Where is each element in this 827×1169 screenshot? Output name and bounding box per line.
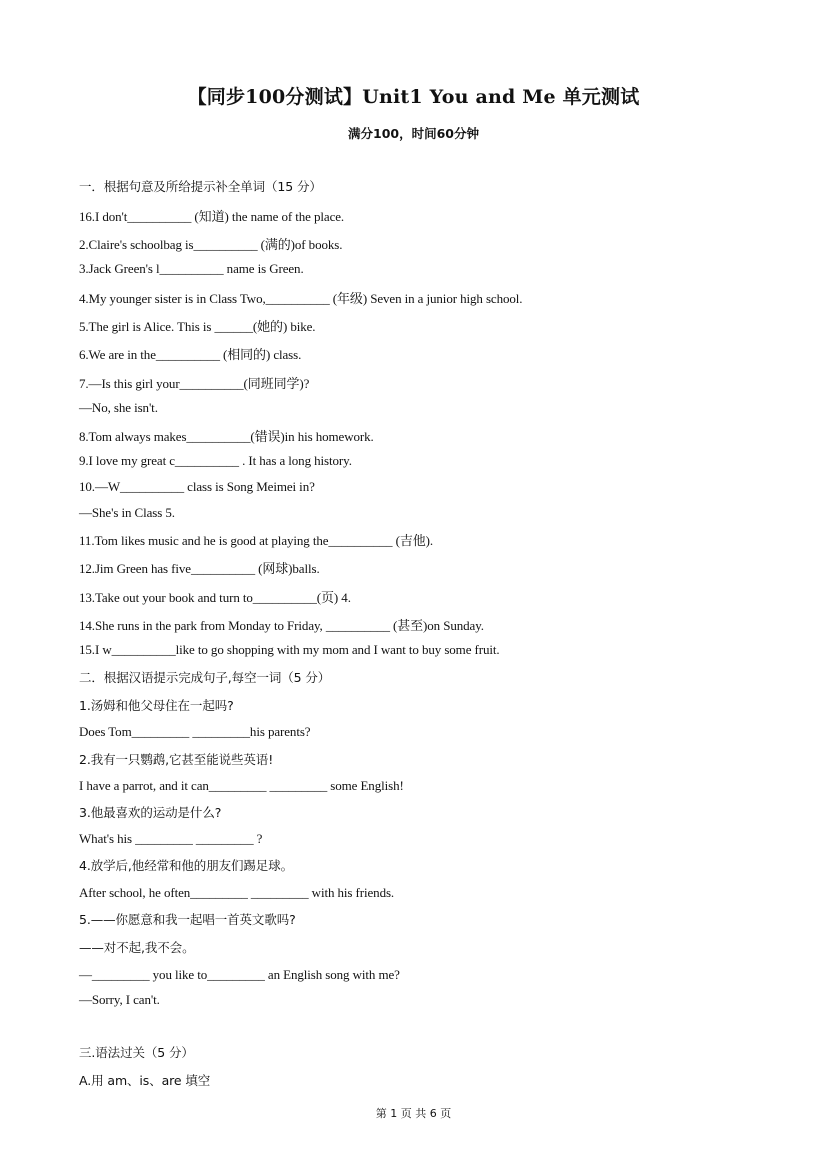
question-13: 13.Take out your book and turn to__________(页) 4. — [79, 590, 351, 605]
question-7-answer: —No, she isn't. — [79, 400, 158, 415]
question-15: 15.I w__________like to go shopping with my mom and I want to buy some fruit. — [79, 642, 500, 657]
section-3-heading: 三.语法过关（5 分） — [79, 1045, 194, 1060]
sentence-4-chinese: 4.放学后,他经常和他的朋友们踢足球。 — [79, 858, 294, 873]
question-14: 14.She runs in the park from Monday to Friday, __________ (甚至)on Sunday. — [79, 618, 484, 633]
sentence-2-english: I have a parrot, and it can_________ _________ some English! — [79, 778, 404, 793]
question-9: 9.I love my great c__________ . It has a long history. — [79, 453, 352, 468]
sentence-4-english: After school, he often_________ _________ with his friends. — [79, 885, 395, 900]
section-2-heading: 二．根据汉语提示完成句子,每空一词（5 分） — [79, 670, 331, 685]
question-4: 4.My younger sister is in Class Two,__________ (年级) Seven in a junior high school. — [79, 291, 523, 306]
page-footer: 第 1 页 共 6 页 — [375, 1107, 452, 1120]
question-7: 7.—Is this girl your__________(同班同学)? — [79, 376, 310, 391]
page-subtitle: 满分100，时间60分钟 — [348, 126, 479, 141]
question-8: 8.Tom always makes__________(错误)in his homework. — [79, 429, 374, 444]
question-10-answer: —She's in Class 5. — [79, 505, 175, 520]
sentence-5-chinese: 5.——你愿意和我一起唱一首英文歌吗? — [79, 912, 296, 927]
sentence-1-chinese: 1.汤姆和他父母住在一起吗? — [79, 698, 234, 713]
section-1-heading: 一．根据句意及所给提示补全单词（15 分） — [79, 179, 322, 194]
question-3: 3.Jack Green's l__________ name is Green. — [79, 261, 304, 276]
sentence-5-chinese-reply: ——对不起,我不会。 — [79, 940, 195, 955]
question-11: 11.Tom likes music and he is good at playing the__________ (吉他). — [79, 533, 433, 548]
question-10: 10.—W__________ class is Song Meimei in? — [79, 479, 315, 494]
question-5: 5.The girl is Alice. This is ______(她的) bike. — [79, 319, 316, 334]
sentence-3-chinese: 3.他最喜欢的运动是什么? — [79, 805, 222, 820]
page-title: 【同步100分测试】Unit1 You and Me 单元测试 — [187, 86, 640, 108]
section-3-part-a: A.用 am、is、are 填空 — [79, 1073, 211, 1088]
question-6: 6.We are in the__________ (相同的) class. — [79, 347, 302, 362]
sentence-5-english: —_________ you like to_________ an English song with me? — [79, 967, 400, 982]
question-12: 12.Jim Green has five__________ (网球)balls. — [79, 561, 320, 576]
sentence-3-english: What's his _________ _________ ? — [79, 831, 263, 846]
sentence-1-english: Does Tom_________ _________his parents? — [79, 724, 311, 739]
sentence-5-english-reply: —Sorry, I can't. — [79, 992, 160, 1007]
question-16: 16.I don't__________ (知道) the name of the place. — [79, 209, 345, 224]
question-2: 2.Claire's schoolbag is__________ (满的)of books. — [79, 237, 343, 252]
sentence-2-chinese: 2.我有一只鹦鹉,它甚至能说些英语! — [79, 752, 274, 767]
